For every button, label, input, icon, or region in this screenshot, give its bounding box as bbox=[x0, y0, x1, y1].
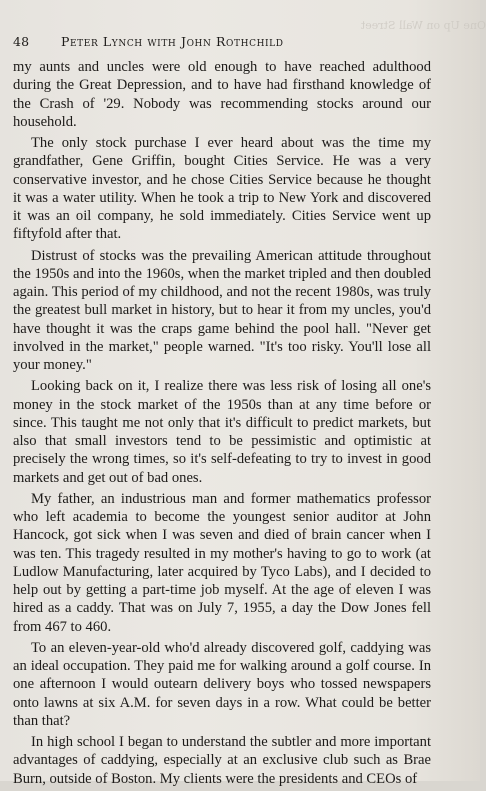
running-head: Peter Lynch with John Rothchild bbox=[61, 34, 284, 49]
paragraph: My father, an industrious man and former mathematics professor who left academia to become the youngest senior auditor at John Hancock, got sick when I was seven and died of brain cancer when I was ten. This tragedy resulted in my mother's having to go to work (at Ludlow Manufacturing, later acquired by Tyco Labs), and I decided to help out by getting a part-time job myself. At the age of eleven I was hired as a caddy. That was on July 7, 1955, a day the Dow Jones fell from 467 to 460. bbox=[13, 490, 431, 635]
paragraph: The only stock purchase I ever heard about was the time my grandfather, Gene Griffin, bought Cities Service. He was a very conservative investor, and he chose Cities Service because he thought it was a water utility. When he took a trip to New York and discovered it was an oil company, he sold immediately. Cities Service went up fiftyfold after that. bbox=[13, 135, 431, 243]
paragraph: Looking back on it, I realize there was less risk of losing all one's money in the stock market of the 1950s than at any time before or since. This taught me not only that it's difficult to predict markets, but also that small investors tend to be pessimistic and optimistic at precisely the wrong times, so it's self-defeating to try to invest in good markets and get out of bad ones. bbox=[13, 378, 431, 486]
page-number: 48 bbox=[13, 34, 30, 49]
page-header bbox=[13, 34, 433, 52]
body-text bbox=[13, 58, 431, 791]
paragraph: In high school I began to understand the subtler and more important advantages of caddying, especially at an exclusive club such as Brae Burn, outside of Boston. My clients were the presidents and CEOs of bbox=[13, 734, 431, 787]
paragraph: my aunts and uncles were old enough to have reached adulthood during the Great Depression, and to have had firsthand knowledge of the Crash of '29. Nobody was recommending stocks around our household. bbox=[13, 59, 431, 130]
paragraph: To an eleven-year-old who'd already discovered golf, caddying was an ideal occupation. They paid me for walking around a golf course. In one afternoon I would outearn delivery boys who tossed newspapers onto lawns at six A.M. for seven days in a row. What could be better than that? bbox=[13, 639, 431, 729]
show-through-text: One Up on Wall Street bbox=[360, 19, 486, 32]
paragraph: Distrust of stocks was the prevailing American attitude throughout the 1950s and into the 1960s, when the market tripled and then doubled again. This period of my childhood, and not the recent 1980s, was truly the greatest bull market in history, but to hear it from my uncles, you'd have thought it was the craps game behind the pool hall. "Never get involved in the market," people warned. "It's too risky. You'll lose all your money." bbox=[13, 247, 431, 373]
